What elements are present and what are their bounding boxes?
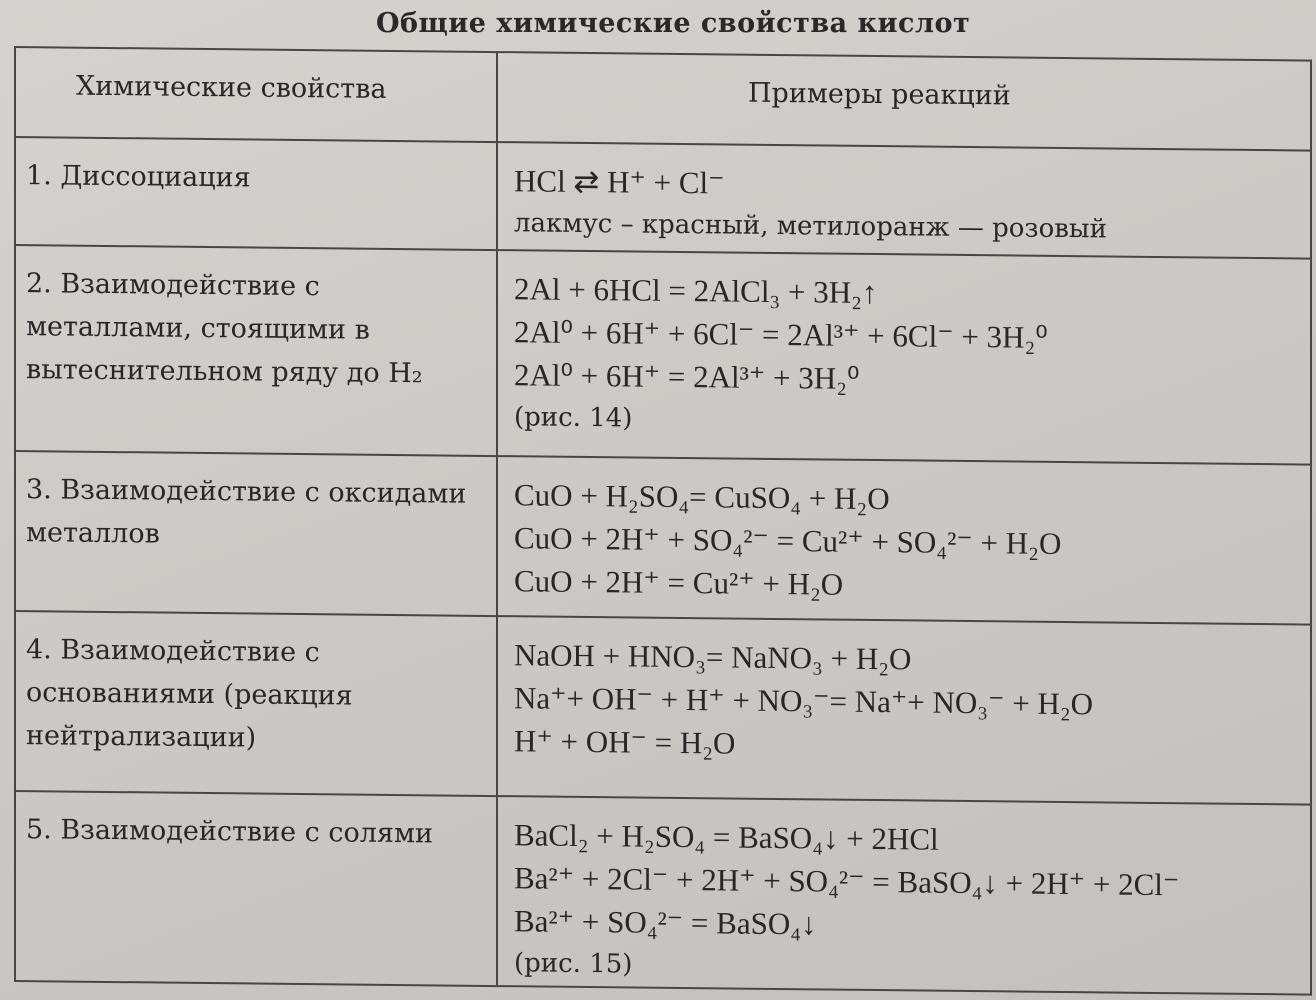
- header-examples: Примеры реакций: [497, 52, 1311, 151]
- examples-cell: [497, 142, 1311, 259]
- reaction-line: CuO + H₂SO₄= CuSO₄ + H₂O: [514, 477, 890, 517]
- table-row: [15, 245, 1311, 465]
- reaction-line: CuO + 2H⁺ + SO₄²⁻ = Cu²⁺ + SO₄²⁻ + H₂O: [514, 520, 1062, 561]
- table-row: [15, 611, 1311, 805]
- figure-ref: (рис. 15): [514, 948, 633, 980]
- reaction-line: 2Al + 6HCl = 2AlCl₃ + 3H₂↑: [514, 271, 878, 311]
- reaction-line: Na⁺+ OH⁻ + H⁺ + NO₃⁻= Na⁺+ NO₃⁻ + H₂O: [514, 680, 1094, 722]
- table-header-row: [15, 47, 1311, 151]
- examples-cell: [497, 250, 1311, 465]
- page-title: Общие химические свойства кислот: [376, 8, 971, 39]
- header-property: Химические свойства: [15, 47, 497, 142]
- property-cell: 4. Взаимодействие с основаниями (реакция нейтрализации): [15, 611, 497, 796]
- table-row: [15, 137, 1311, 259]
- table-row: [15, 451, 1311, 625]
- property-cell: 3. Взаимодействие с оксидами металлов: [15, 451, 497, 616]
- property-cell: 2. Взаимодействие с металлами, стоящими в вытеснительном ряду до H₂: [15, 245, 497, 456]
- property-cell: 5. Взаимодействие с солями: [15, 791, 497, 986]
- figure-ref: (рис. 14): [514, 402, 633, 434]
- table-row: [15, 791, 1311, 995]
- reaction-line: NaOH + HNO₃= NaNO₃ + H₂O: [514, 637, 912, 677]
- reaction-line: H⁺ + OH⁻ = H₂O: [514, 723, 736, 761]
- acid-properties-table: [14, 46, 1312, 996]
- reaction-line: HCl ⇄ H⁺ + Cl⁻: [514, 163, 725, 201]
- reaction-line: CuO + 2H⁺ = Cu²⁺ + H₂O: [514, 563, 844, 602]
- reaction-line: Ba²⁺ + 2Cl⁻ + 2H⁺ + SO₄²⁻ = BaSO₄↓ + 2H⁺ + 2Cl⁻: [514, 860, 1180, 903]
- reaction-line: 2Al⁰ + 6H⁺ + 6Cl⁻ = 2Al³⁺ + 6Cl⁻ + 3H₂⁰: [514, 314, 1048, 355]
- examples-cell: [497, 796, 1311, 995]
- reaction-line: Ba²⁺ + SO₄²⁻ = BaSO₄↓: [514, 903, 817, 942]
- examples-cell: [497, 456, 1311, 625]
- property-cell: 1. Диссоциация: [15, 137, 497, 250]
- reaction-line: BaCl₂ + H₂SO₄ = BaSO₄↓ + 2HCl: [514, 817, 939, 857]
- examples-cell: [497, 616, 1311, 805]
- reaction-line: 2Al⁰ + 6H⁺ = 2Al³⁺ + 3H₂⁰: [514, 357, 860, 396]
- indicator-note: лакмус – красный, метилоранж — розовый: [514, 208, 1107, 245]
